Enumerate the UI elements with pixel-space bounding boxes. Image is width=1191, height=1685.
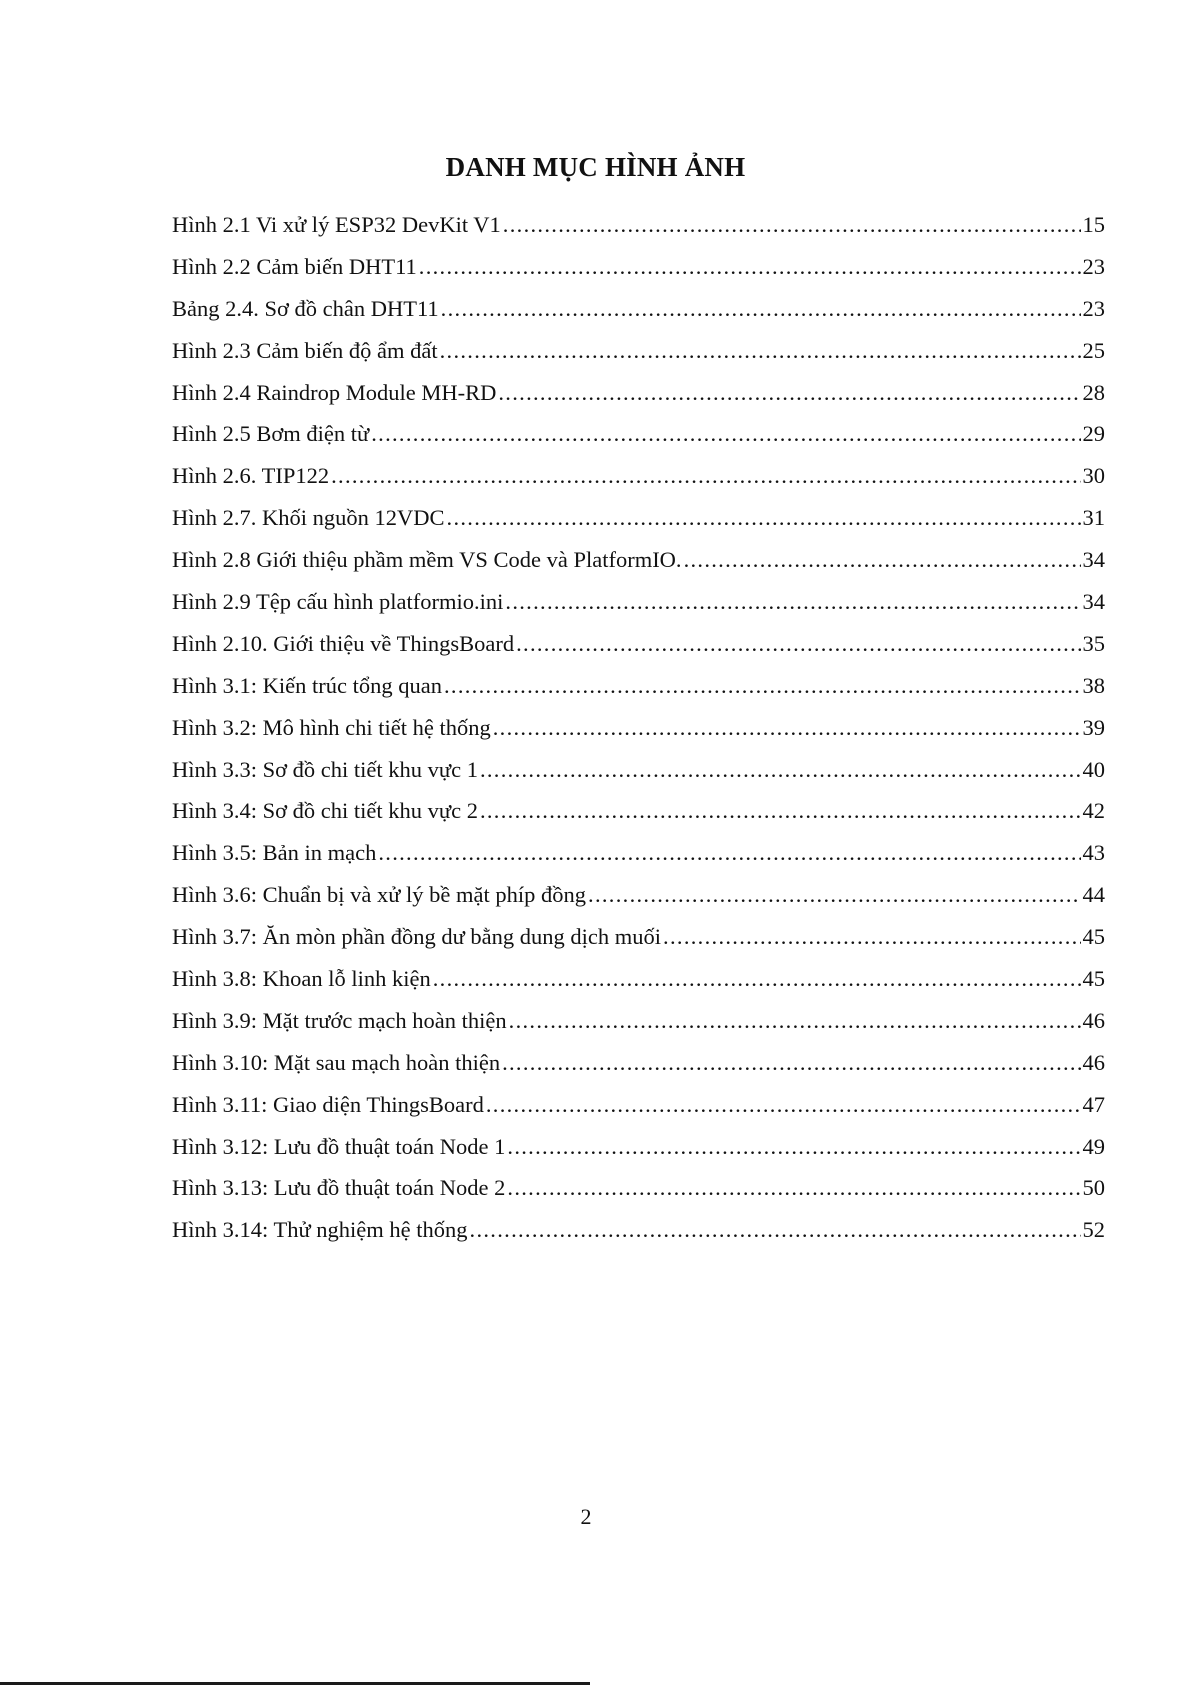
- toc-entry-page: 23: [1082, 295, 1105, 321]
- dot-leader: [433, 964, 1081, 994]
- toc-entry-page: 34: [1082, 589, 1105, 615]
- toc-entry-label: Hình 3.4: Sơ đồ chi tiết khu vực 2: [172, 798, 478, 824]
- toc-entry: [172, 1173, 1105, 1215]
- dot-leader: [502, 1048, 1080, 1078]
- toc-entry: [172, 964, 1105, 1006]
- toc-entry: [172, 1006, 1105, 1048]
- dot-leader: [507, 1132, 1080, 1162]
- toc-entry: [172, 1132, 1105, 1174]
- dot-leader: [684, 545, 1081, 575]
- toc-entry: [172, 419, 1105, 461]
- toc-entry: [172, 922, 1105, 964]
- toc-entry-label: Hình 3.9: Mặt trước mạch hoàn thiện: [172, 1007, 507, 1033]
- toc-entry-page: 46: [1082, 1007, 1105, 1033]
- toc-entry-label: Hình 3.6: Chuẩn bị và xử lý bề mặt phíp đồng: [172, 882, 587, 908]
- toc-entry: [172, 755, 1105, 797]
- dot-leader: [378, 838, 1080, 868]
- toc-entry-label: Hình 3.5: Bản in mạch: [172, 840, 377, 866]
- dot-leader: [505, 587, 1080, 617]
- toc-entry-page: 40: [1082, 756, 1105, 782]
- toc-entry-page: 45: [1082, 966, 1105, 992]
- toc-entry-label: Hình 3.13: Lưu đồ thuật toán Node 2: [172, 1175, 506, 1201]
- toc-entry-label: Hình 2.7. Khối nguồn 12VDC: [172, 505, 445, 531]
- dot-leader: [588, 880, 1080, 910]
- dot-leader: [441, 294, 1081, 324]
- page-title: DANH MỤC HÌNH ẢNH: [445, 152, 746, 182]
- toc-entry: [172, 880, 1105, 922]
- dot-leader: [498, 378, 1080, 408]
- toc-entry-label: Hình 2.3 Cảm biến độ ẩm đất: [172, 337, 438, 363]
- toc-entry-page: 50: [1082, 1175, 1105, 1201]
- toc-entry-page: 38: [1082, 672, 1105, 698]
- toc-entry-page: 29: [1082, 421, 1105, 447]
- toc-entry: [172, 838, 1105, 880]
- toc-entry: [172, 336, 1105, 378]
- toc-entry-label: Hình 3.2: Mô hình chi tiết hệ thống: [172, 714, 491, 740]
- dot-leader: [470, 1215, 1081, 1245]
- toc-entry-label: Hình 2.6. TIP122: [172, 463, 330, 489]
- toc-entry-label: Hình 2.1 Vi xử lý ESP32 DevKit V1: [172, 212, 501, 237]
- toc-entry: [172, 671, 1105, 713]
- dot-leader: [503, 210, 1081, 240]
- toc-entry-label: Bảng 2.4. Sơ đồ chân DHT11: [172, 295, 439, 321]
- dot-leader: [516, 629, 1080, 659]
- toc-entry-label: Hình 3.8: Khoan lỗ linh kiện: [172, 966, 431, 992]
- toc-entry-label: Hình 3.11: Giao diện ThingsBoard: [172, 1091, 484, 1117]
- toc-entry-label: Hình 2.4 Raindrop Module MH-RD: [172, 379, 497, 405]
- toc-entry: [172, 796, 1105, 838]
- toc-entry: [172, 1215, 1105, 1257]
- toc-entry: [172, 1048, 1105, 1090]
- dot-leader: [509, 1006, 1081, 1036]
- dot-leader: [480, 796, 1081, 826]
- toc-entry-page: 35: [1082, 630, 1105, 656]
- dot-leader: [507, 1173, 1080, 1203]
- dot-leader: [371, 419, 1080, 449]
- toc-entry-label: Hình 2.9 Tệp cấu hình platformio.ini: [172, 589, 504, 615]
- toc-entry: [172, 1090, 1105, 1132]
- toc-entry: [172, 713, 1105, 755]
- dot-leader: [486, 1090, 1081, 1120]
- toc-entry-page: 47: [1082, 1091, 1105, 1117]
- toc-entry: [172, 503, 1105, 545]
- dot-leader: [480, 755, 1081, 785]
- toc-entry: [172, 252, 1105, 294]
- toc-entry-label: Hình 3.1: Kiến trúc tổng quan: [172, 672, 442, 698]
- toc-entry-page: 31: [1082, 505, 1105, 531]
- toc-entry: [172, 587, 1105, 629]
- toc-entry-page: 52: [1082, 1217, 1105, 1243]
- toc-entry-label: Hình 3.3: Sơ đồ chi tiết khu vực 1: [172, 756, 478, 782]
- dot-leader: [331, 461, 1080, 491]
- toc-entry: [172, 210, 1105, 252]
- toc-entry: [172, 294, 1105, 336]
- toc-entry: [172, 461, 1105, 503]
- toc-entry-label: Hình 2.2 Cảm biến DHT11: [172, 253, 417, 279]
- dot-leader: [493, 713, 1081, 743]
- toc-entry-page: 34: [1082, 547, 1105, 573]
- toc-entry-page: 44: [1082, 882, 1105, 908]
- toc-entry-label: Hình 2.8 Giới thiệu phầm mềm VS Code và PlatformIO.: [172, 547, 682, 573]
- toc-entry-page: 28: [1082, 379, 1105, 405]
- toc-entry: [172, 378, 1105, 420]
- toc-entry-page: 39: [1082, 714, 1105, 740]
- page-number: 2: [580, 1504, 592, 1529]
- toc-entry-page: 42: [1082, 798, 1105, 824]
- toc-entry-label: Hình 3.7: Ăn mòn phần đồng dư bằng dung dịch muối: [172, 924, 662, 950]
- figure-list: [172, 210, 1105, 1257]
- toc-entry-label: Hình 3.10: Mặt sau mạch hoàn thiện: [172, 1049, 501, 1075]
- toc-entry-label: Hình 3.12: Lưu đồ thuật toán Node 1: [172, 1133, 506, 1159]
- toc-entry-page: 30: [1082, 463, 1105, 489]
- toc-entry-page: 45: [1082, 924, 1105, 950]
- toc-entry-page: 15: [1082, 212, 1105, 237]
- toc-entry-page: 23: [1082, 253, 1105, 279]
- toc-entry-label: Hình 2.5 Bơm điện từ: [172, 421, 370, 447]
- toc-entry-page: 43: [1082, 840, 1105, 866]
- toc-entry-page: 49: [1082, 1133, 1105, 1159]
- dot-leader: [663, 922, 1080, 952]
- dot-leader: [419, 252, 1081, 282]
- toc-entry-label: Hình 2.10. Giới thiệu về ThingsBoard: [172, 630, 515, 656]
- dot-leader: [447, 503, 1081, 533]
- toc-entry-page: 46: [1082, 1049, 1105, 1075]
- toc-entry: [172, 629, 1105, 671]
- dot-leader: [444, 671, 1081, 701]
- toc-entry: [172, 545, 1105, 587]
- toc-entry-label: Hình 3.14: Thử nghiệm hệ thống: [172, 1217, 468, 1243]
- dot-leader: [440, 336, 1081, 366]
- toc-entry-page: 25: [1082, 337, 1105, 363]
